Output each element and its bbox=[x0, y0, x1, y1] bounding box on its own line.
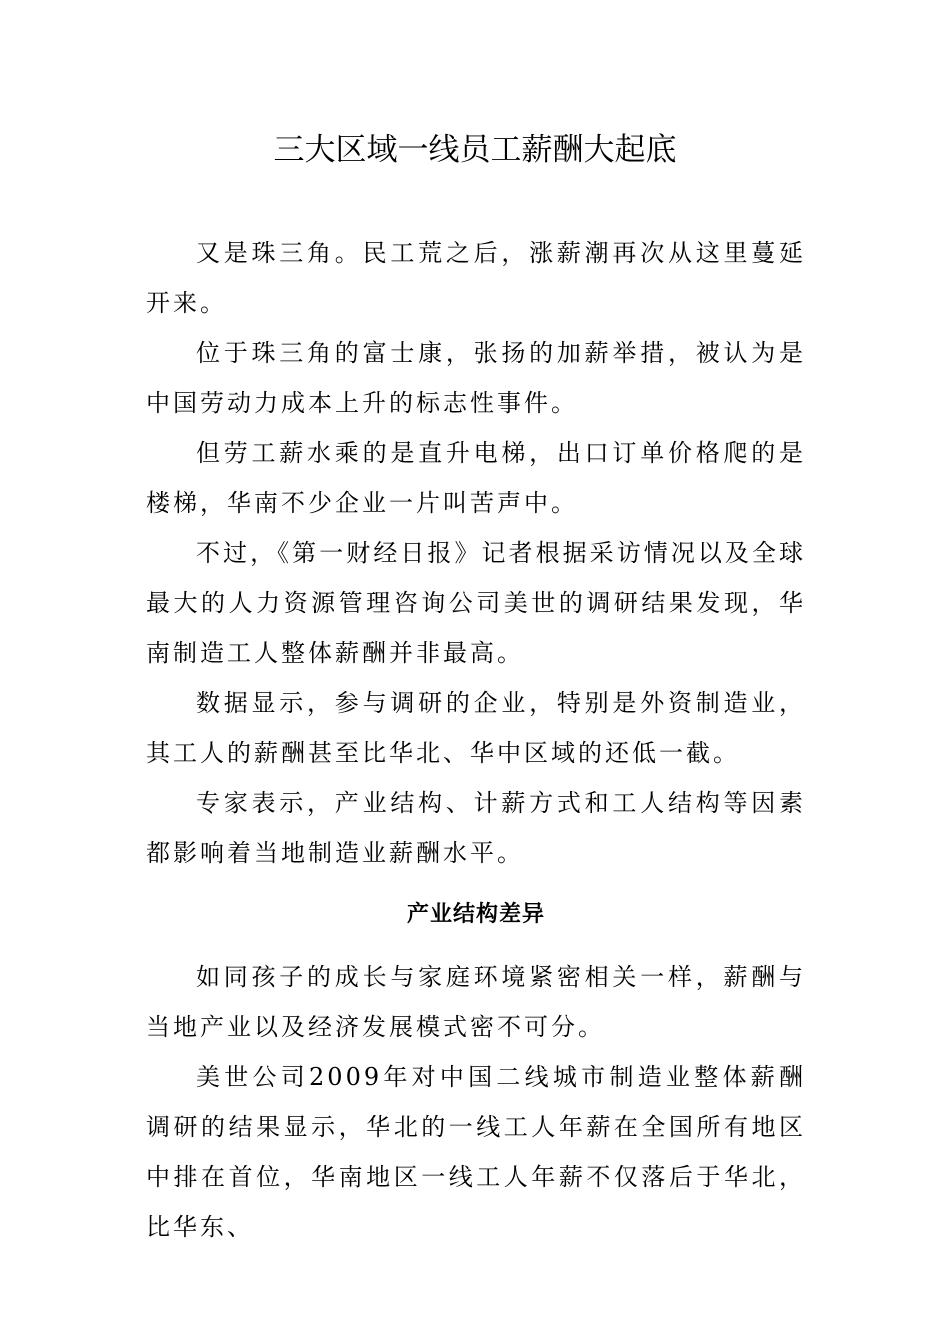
paragraph: 位于珠三角的富士康，张扬的加薪举措，被认为是中国劳动力成本上升的标志性事件。 bbox=[146, 339, 806, 417]
paragraph: 专家表示，产业结构、计薪方式和工人结构等因素都影响着当地制造业薪酬水平。 bbox=[146, 789, 806, 867]
paragraph: 美世公司2009年对中国二线城市制造业整体薪酬调研的结果显示，华北的一线工人年薪在全国所有地区中排在首位，华南地区一线工人年薪不仅落后于华北，比华东、 bbox=[146, 1063, 806, 1241]
document-title: 三大区域一线员工薪酬大起底 bbox=[273, 132, 677, 168]
paragraph: 不过，《第一财经日报》记者根据采访情况以及全球最大的人力资源管理咨询公司美世的调研结果发现，华南制造工人整体薪酬并非最高。 bbox=[146, 539, 806, 667]
document-body bbox=[146, 228, 806, 1252]
paragraph: 数据显示，参与调研的企业，特别是外资制造业，其工人的薪酬甚至比华北、华中区域的还低一截。 bbox=[146, 689, 806, 767]
paragraph: 但劳工薪水乘的是直升电梯，出口订单价格爬的是楼梯，华南不少企业一片叫苦声中。 bbox=[146, 439, 806, 517]
paragraph: 又是珠三角。民工荒之后，涨薪潮再次从这里蔓延开来。 bbox=[146, 239, 806, 317]
paragraph: 如同孩子的成长与家庭环境紧密相关一样，薪酬与当地产业以及经济发展模式密不可分。 bbox=[146, 963, 806, 1041]
section-heading: 产业结构差异 bbox=[406, 902, 545, 927]
